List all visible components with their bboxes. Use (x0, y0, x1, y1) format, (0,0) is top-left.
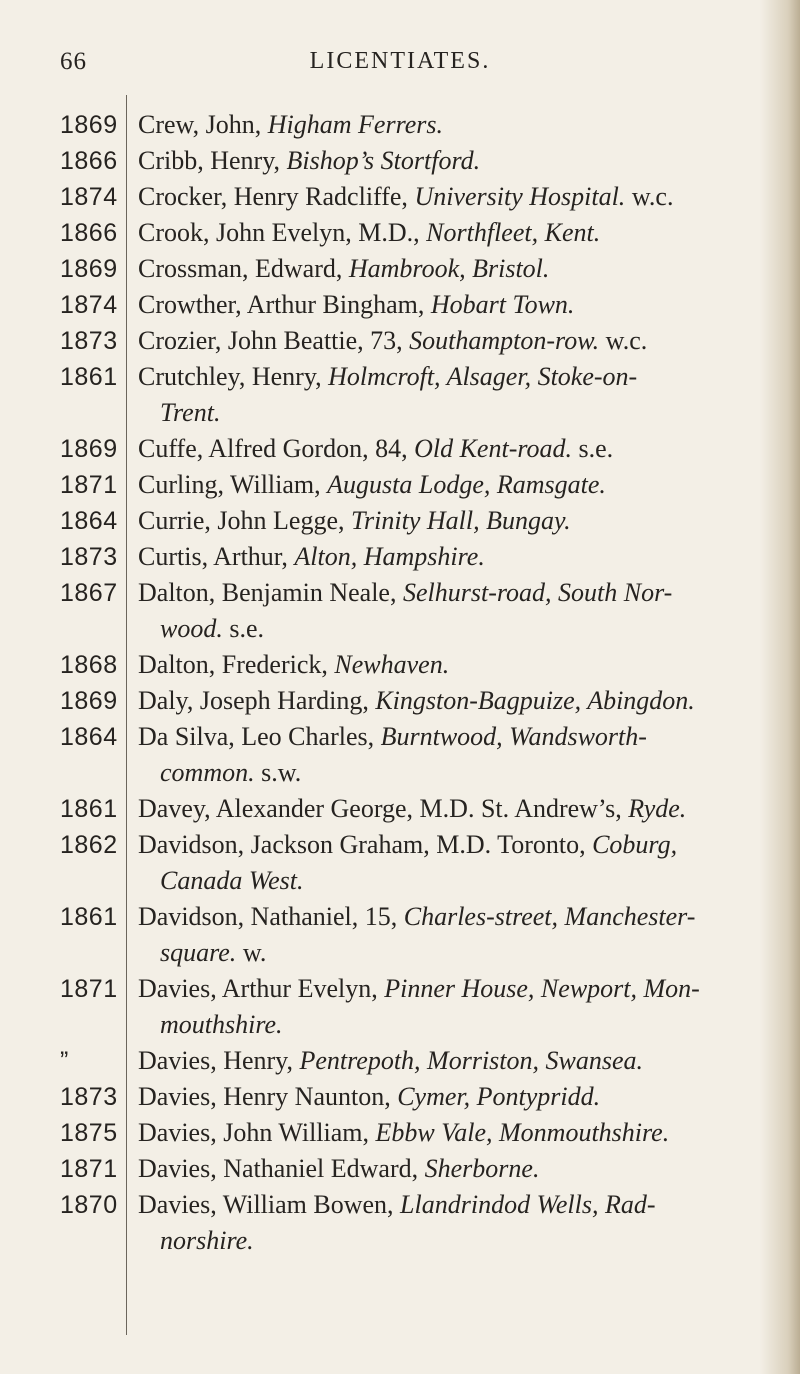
list-item (0, 431, 800, 467)
entry-text (138, 467, 758, 503)
list-item (0, 179, 800, 215)
licentiate-list (0, 107, 800, 1259)
entry-name: Da Silva, Leo Charles, (138, 722, 381, 751)
list-item (0, 251, 800, 287)
entry-address: Northfleet, Kent. (426, 218, 601, 247)
entry-year: 1874 (60, 183, 118, 211)
entry-continuation-line (138, 755, 758, 791)
entry-line (138, 179, 758, 215)
entry-year: 1864 (60, 507, 118, 535)
entry-year: 1866 (60, 147, 118, 175)
entry-year: 1861 (60, 795, 118, 823)
entry-line (138, 143, 758, 179)
entry-name: Crook, John Evelyn, M.D., (138, 218, 427, 247)
entry-address: Higham Ferrers. (267, 110, 443, 139)
entry-year: 1869 (60, 255, 118, 283)
entry-name: Davies, Arthur Evelyn, (138, 974, 385, 1003)
entry-text (138, 971, 758, 1043)
entry-text (138, 503, 758, 539)
entry-line (138, 467, 758, 503)
list-item (0, 1151, 800, 1187)
entry-address: University Hospital. (414, 182, 626, 211)
list-item (0, 539, 800, 575)
entry-continuation-line (138, 863, 758, 899)
entry-name: Crew, John, (138, 110, 268, 139)
entry-postal-district: w.c. (625, 182, 674, 211)
entry-address: Old Kent-road. (414, 434, 573, 463)
entry-address-continued: Trent. (160, 398, 221, 427)
entry-text (138, 143, 758, 179)
entry-name: Cribb, Henry, (138, 146, 287, 175)
entry-text (138, 683, 758, 719)
entry-name: Davies, John William, (138, 1118, 376, 1147)
entry-text (138, 323, 758, 359)
entry-line (138, 107, 758, 143)
entry-text (138, 791, 758, 827)
entry-text (138, 107, 758, 143)
entry-address: Ryde. (628, 794, 687, 823)
entry-continuation-line (138, 1007, 758, 1043)
list-item (0, 323, 800, 359)
entry-continuation-line (138, 1223, 758, 1259)
list-item (0, 107, 800, 143)
entry-name: Crocker, Henry Radcliffe, (138, 182, 415, 211)
entry-name: Davies, Henry Naunton, (138, 1082, 398, 1111)
entry-address: Bishop’s Stortford. (286, 146, 481, 175)
entry-line (138, 683, 758, 719)
entry-postal-district: w. (236, 938, 267, 967)
entry-name: Crossman, Edward, (138, 254, 349, 283)
entry-year: 1875 (60, 1119, 118, 1147)
entry-name: Crowther, Arthur Bingham, (138, 290, 431, 319)
entry-name: Dalton, Benjamin Neale, (138, 578, 403, 607)
entry-address: Coburg, (592, 830, 678, 859)
list-item (0, 791, 800, 827)
entry-address-continued: Canada West. (160, 866, 304, 895)
entry-address: Ebbw Vale, Monmouthshire. (375, 1118, 670, 1147)
entry-postal-district: s.e. (572, 434, 614, 463)
entry-text (138, 1151, 758, 1187)
entry-address: Llandrindod Wells, Rad- (400, 1190, 656, 1219)
entry-line (138, 1043, 758, 1079)
entry-name: Curtis, Arthur, (138, 542, 295, 571)
entry-address: Hambrook, Bristol. (348, 254, 550, 283)
list-item (0, 971, 800, 1043)
entry-address: Selhurst-road, South Nor- (402, 578, 673, 607)
entry-year: 1866 (60, 219, 118, 247)
entry-text (138, 1079, 758, 1115)
entry-line (138, 251, 758, 287)
entry-line (138, 575, 758, 611)
entry-name: Crutchley, Henry, (138, 362, 329, 391)
entry-line (138, 215, 758, 251)
entry-year: 1869 (60, 435, 118, 463)
entry-text (138, 251, 758, 287)
entry-address: Cymer, Pontypridd. (397, 1082, 601, 1111)
entry-address: Pinner House, Newport, Mon- (384, 974, 700, 1003)
entry-address: Alton, Hampshire. (294, 542, 485, 571)
entry-year: 1861 (60, 903, 118, 931)
entry-text (138, 899, 758, 971)
entry-year: 1868 (60, 651, 118, 679)
entry-year: 1861 (60, 363, 118, 391)
entry-address: Augusta Lodge, Ramsgate. (327, 470, 606, 499)
entry-address-continued: mouthshire. (160, 1010, 283, 1039)
entry-address: Hobart Town. (430, 290, 575, 319)
entry-postal-district: s.w. (254, 758, 302, 787)
entry-text (138, 287, 758, 323)
entry-year: 1869 (60, 111, 118, 139)
list-item (0, 143, 800, 179)
entry-text (138, 215, 758, 251)
entry-continuation-line (138, 611, 758, 647)
entry-name: Davies, Henry, (138, 1046, 300, 1075)
entry-postal-district: w.c. (599, 326, 648, 355)
entry-year: 1873 (60, 327, 118, 355)
entry-name: Curling, William, (138, 470, 328, 499)
list-item (0, 1187, 800, 1259)
list-item (0, 827, 800, 899)
entry-address: Charles-street, Manchester- (403, 902, 696, 931)
entry-name: Davidson, Nathaniel, 15, (138, 902, 404, 931)
list-item (0, 647, 800, 683)
entry-line (138, 431, 758, 467)
entry-address: Burntwood, Wandsworth- (380, 722, 647, 751)
entry-address: Newhaven. (334, 650, 450, 679)
list-item (0, 503, 800, 539)
list-item (0, 1043, 800, 1079)
entry-year: 1862 (60, 831, 118, 859)
entry-year: 1870 (60, 1191, 118, 1219)
entry-continuation-line (138, 935, 758, 971)
entry-address: Trinity Hall, Bungay. (351, 506, 571, 535)
list-item (0, 1079, 800, 1115)
list-item (0, 215, 800, 251)
list-item (0, 359, 800, 431)
entry-address-continued: wood. (160, 614, 223, 643)
entry-name: Davies, Nathaniel Edward, (138, 1154, 425, 1183)
entry-continuation-line (138, 395, 758, 431)
entry-address-continued: common. (160, 758, 255, 787)
entry-line (138, 539, 758, 575)
entry-text (138, 575, 758, 647)
entry-text (138, 647, 758, 683)
entry-text (138, 179, 758, 215)
entry-line (138, 791, 758, 827)
entry-postal-district: s.e. (222, 614, 265, 643)
list-item (0, 287, 800, 323)
entry-line (138, 287, 758, 323)
entry-line (138, 899, 758, 935)
entry-text (138, 1187, 758, 1259)
entry-name: Davey, Alexander George, M.D. St. Andrew’s, (138, 794, 629, 823)
entry-name: Currie, John Legge, (138, 506, 352, 535)
entry-line (138, 359, 758, 395)
entry-name: Daly, Joseph Harding, (138, 686, 376, 715)
entry-line (138, 1079, 758, 1115)
entry-address: Sherborne. (424, 1154, 540, 1183)
entry-line (138, 1151, 758, 1187)
entry-year: ” (60, 1047, 69, 1075)
entry-address: Pentrepoth, Morriston, Swansea. (299, 1046, 644, 1075)
entry-year: 1874 (60, 291, 118, 319)
entry-year: 1873 (60, 543, 118, 571)
running-title: LICENTIATES. (309, 48, 491, 74)
entry-year: 1873 (60, 1083, 118, 1111)
entry-text (138, 719, 758, 791)
entry-name: Dalton, Frederick, (138, 650, 335, 679)
entry-line (138, 1115, 758, 1151)
page-number: 66 (60, 48, 87, 75)
entry-line (138, 827, 758, 863)
entry-line (138, 971, 758, 1007)
list-item (0, 899, 800, 971)
entry-year: 1871 (60, 471, 118, 499)
entry-text (138, 539, 758, 575)
entry-line (138, 647, 758, 683)
entry-text (138, 827, 758, 899)
entry-address: Holmcroft, Alsager, Stoke-on- (328, 362, 638, 391)
entry-address: Southampton-row. (409, 326, 600, 355)
entry-name: Cuffe, Alfred Gordon, 84, (138, 434, 415, 463)
entry-name: Davies, William Bowen, (138, 1190, 401, 1219)
entry-text (138, 359, 758, 431)
entry-address: Kingston-Bagpuize, Abingdon. (375, 686, 695, 715)
entry-line (138, 503, 758, 539)
entry-text (138, 431, 758, 467)
entry-line (138, 719, 758, 755)
entry-address-continued: norshire. (160, 1226, 254, 1255)
entry-year: 1871 (60, 1155, 118, 1183)
list-item (0, 683, 800, 719)
page-header (0, 48, 800, 88)
list-item (0, 1115, 800, 1151)
entry-text (138, 1043, 758, 1079)
entry-year: 1869 (60, 687, 118, 715)
entry-name: Davidson, Jackson Graham, M.D. Toronto, (138, 830, 593, 859)
entry-year: 1864 (60, 723, 118, 751)
entry-name: Crozier, John Beattie, 73, (138, 326, 410, 355)
entry-year: 1871 (60, 975, 118, 1003)
entry-year: 1867 (60, 579, 118, 607)
list-item (0, 575, 800, 647)
entry-address-continued: square. (160, 938, 237, 967)
list-item (0, 719, 800, 791)
entry-text (138, 1115, 758, 1151)
entry-line (138, 323, 758, 359)
entry-line (138, 1187, 758, 1223)
list-item (0, 467, 800, 503)
